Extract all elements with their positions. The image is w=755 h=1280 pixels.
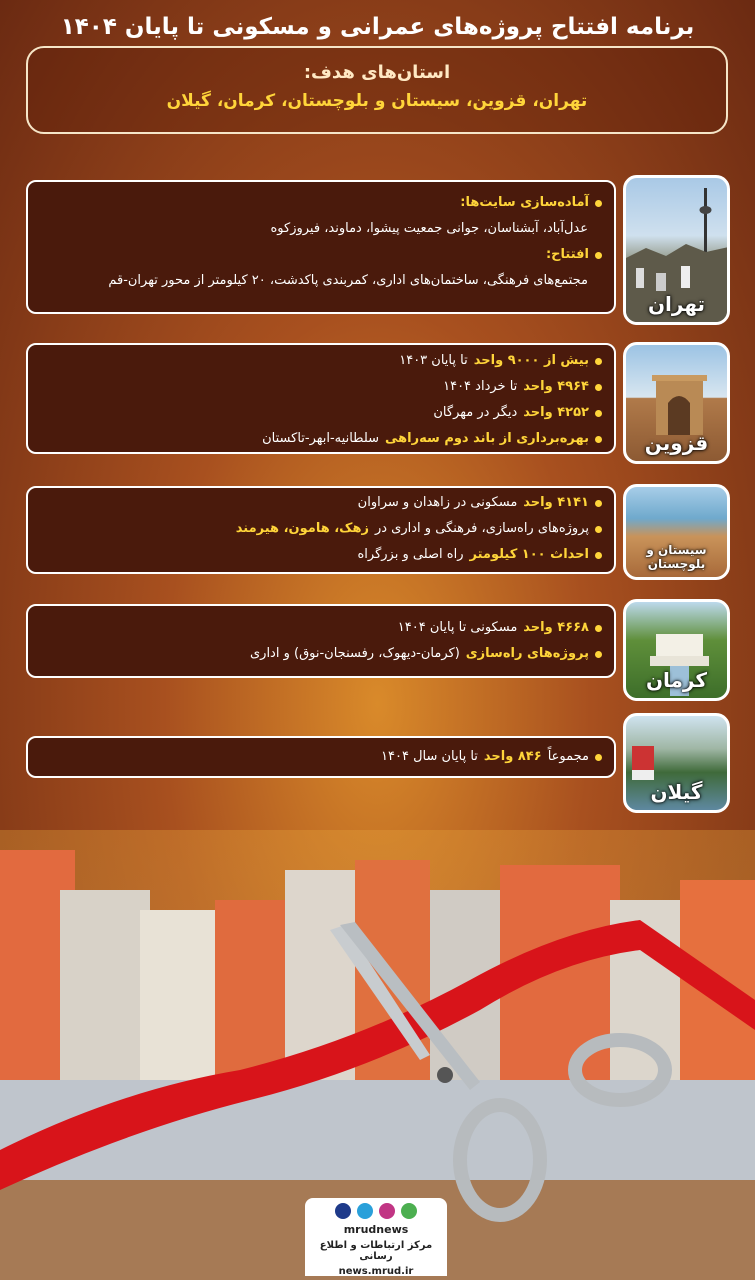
list-item: ۴۹۶۴ واحد تا خرداد ۱۴۰۴ [40, 374, 602, 400]
bullet-icon [595, 410, 602, 417]
kerman-photo [623, 599, 730, 701]
bullet-icon [595, 625, 602, 632]
social-icons [305, 1203, 447, 1219]
list-item: احداث ۱۰۰ کیلومتر راه اصلی و بزرگراه [40, 542, 602, 568]
list-item: ۴۱۴۱ واحد مسکونی در زاهدان و سراوان [40, 490, 602, 516]
qazvin-label: قزوین [644, 431, 709, 455]
bullet-icon [595, 200, 602, 207]
bullet-icon [595, 552, 602, 559]
qazvin-card [26, 343, 616, 454]
bale-icon[interactable] [401, 1203, 417, 1219]
list-item: پروژه‌های راه‌سازی (کرمان-دیهوک، رفسنجان-نوق) و اداری [40, 641, 602, 667]
list-item: ۴۲۵۲ واحد دیگر در مهرگان [40, 400, 602, 426]
bullet-icon [595, 252, 602, 259]
tehran-photo [623, 175, 730, 325]
target-provinces-box [26, 46, 728, 134]
instagram-icon[interactable] [379, 1203, 395, 1219]
gilan-label: گیلان [650, 780, 703, 804]
sistan-card [26, 486, 616, 574]
gilan-card [26, 736, 616, 778]
kerman-label: کرمان [645, 668, 708, 692]
bullet-icon [595, 526, 602, 533]
telegram-icon[interactable] [357, 1203, 373, 1219]
list-item: ۴۶۶۸ واحد مسکونی تا پایان ۱۴۰۴ [40, 615, 602, 641]
sistan-label: سیستان و بلوچستان [646, 543, 707, 571]
tehran-label: تهران [647, 292, 706, 316]
bullet-icon [595, 384, 602, 391]
kerman-card [26, 604, 616, 678]
list-item: بیش از ۹۰۰۰ واحد تا پایان ۱۴۰۳ [40, 348, 602, 374]
footer-org: مرکز ارتباطات و اطلاع رسانی [319, 1240, 433, 1262]
page-title: برنامه افتتاح پروژه‌های عمرانی و مسکونی تا پایان ۱۴۰۴ [60, 14, 695, 40]
footer-site: news.mrud.ir [338, 1266, 414, 1277]
open-list: مجتمع‌های فرهنگی، ساختمان‌های اداری، کمربندی پاکدشت، ۲۰ کیلومتر از محور تهران-قم [108, 273, 588, 288]
list-item: پروژه‌های راه‌سازی، فرهنگی و اداری در زهک، هامون، هیرمند [40, 516, 602, 542]
bullet-icon [595, 651, 602, 658]
footer-handle: mrudnews [343, 1223, 409, 1236]
bullet-icon [595, 754, 602, 761]
tehran-card [26, 180, 616, 314]
target-label: استان‌های هدف: [303, 62, 451, 83]
target-list: تهران، قزوین، سیستان و بلوچستان، کرمان، گیلان [166, 91, 588, 111]
bullet-icon [595, 358, 602, 365]
bullet-icon [595, 500, 602, 507]
list-item: بهره‌برداری از باند دوم سه‌راهی سلطانیه-ابهر-تاکستان [40, 426, 602, 452]
checkmark-icon[interactable] [335, 1203, 351, 1219]
sistan-photo [623, 484, 730, 580]
prep-heading: آماده‌سازی سایت‌ها: [460, 195, 589, 210]
qazvin-photo [623, 342, 730, 464]
prep-list: عدل‌آباد، آبشناسان، جوانی جمعیت پیشوا، دماوند، فیروزکوه [270, 221, 588, 236]
gilan-photo [623, 713, 730, 813]
open-heading: افتتاح: [545, 247, 589, 262]
list-item: مجموعاً ۸۴۶ واحد تا پایان سال ۱۴۰۴ [40, 744, 602, 770]
list-item [40, 190, 602, 216]
bullet-icon [595, 436, 602, 443]
footer-logo [305, 1198, 447, 1276]
list-item [40, 242, 602, 268]
